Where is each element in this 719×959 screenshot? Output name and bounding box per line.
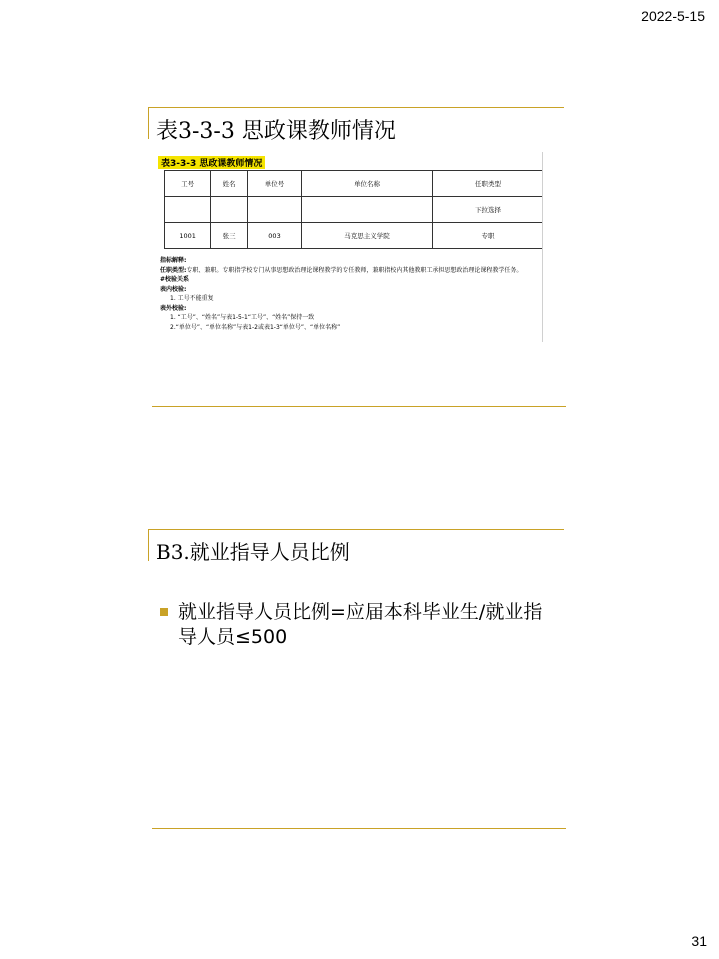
note-line: #校验关系: [160, 276, 190, 283]
table-cell: 下拉选择: [433, 197, 544, 223]
table-notes: [160, 256, 540, 332]
column-header: 任职类型: [433, 171, 544, 197]
note-line: 2.“单位号”、“单位名称”与表1-2或表1-3“单位号”、“单位名称”: [170, 323, 341, 331]
table-cell: [211, 197, 248, 223]
table-cell: 张三: [211, 223, 248, 249]
slide-1-top-rule: [148, 107, 564, 108]
print-date: 2022-5-15: [641, 8, 705, 24]
column-header: 单位号: [248, 171, 302, 197]
table-cell: 1001: [165, 223, 211, 249]
page-number: 31: [691, 933, 707, 949]
embedded-caption: 表3-3-3 思政课教师情况: [158, 156, 265, 169]
column-header: 姓名: [211, 171, 248, 197]
table-cell: 马克思主义学院: [302, 223, 433, 249]
note-line: 1. 工号不能重复: [170, 295, 214, 302]
slide-2-top-rule: [148, 529, 564, 530]
slide-2-title-bar: [148, 529, 149, 561]
column-header: 工号: [165, 171, 211, 197]
table-row: [165, 223, 544, 249]
table-cell: 003: [248, 223, 302, 249]
slide-2-bottom-rule: [152, 828, 566, 829]
table-cell: [302, 197, 433, 223]
square-bullet-icon: [160, 608, 168, 616]
teacher-table: [164, 170, 543, 249]
note-line: 表外校验:: [160, 304, 187, 312]
table-header-row: [165, 171, 544, 197]
note-line: 任职类型:专职、兼职。专职指学校专门从事思想政治理论课程教学的专任教师，兼职指校内其他教职工承担思想政治理论课程教学任务。: [160, 266, 523, 274]
table-cell: 专职: [433, 223, 544, 249]
table-cell: [165, 197, 211, 223]
note-line: 表内校验:: [160, 285, 187, 293]
slide-1-bottom-rule: [152, 406, 566, 407]
slide-1-title: 表3-3-3 思政课教师情况: [156, 119, 396, 144]
table-cell: [248, 197, 302, 223]
bullet-text: 就业指导人员比例=应届本科毕业生/就业指导人员≤500: [178, 601, 543, 648]
note-line: 1. “工号”、“姓名”与表1-5-1“工号”、“姓名”保持一致: [170, 314, 315, 321]
embedded-table-image: [152, 152, 543, 342]
table-row: [165, 197, 544, 223]
slide-2-title: B3.就业指导人员比例: [156, 540, 350, 564]
bullet-item: [160, 600, 560, 650]
slide-1-title-bar: [148, 107, 149, 139]
note-line: 指标解释:: [160, 257, 187, 264]
column-header: 单位名称: [302, 171, 433, 197]
